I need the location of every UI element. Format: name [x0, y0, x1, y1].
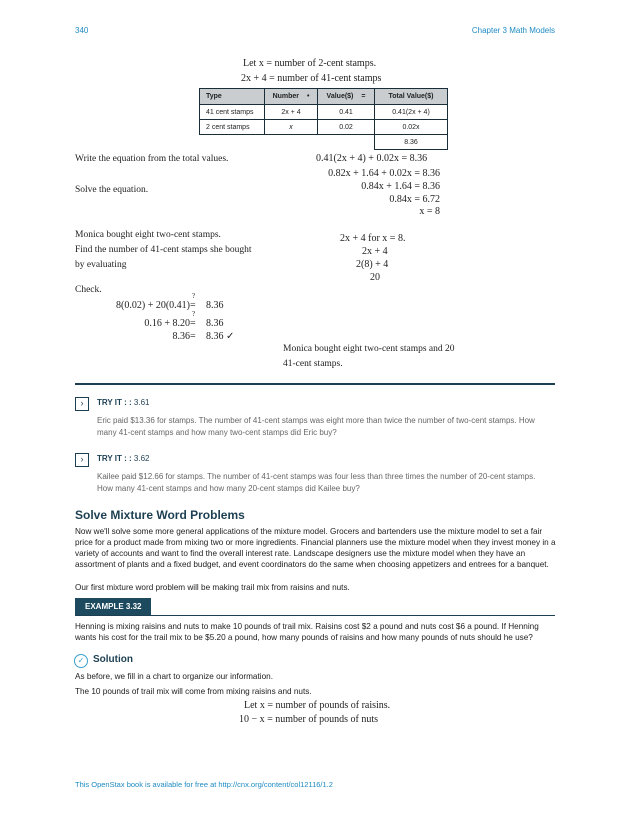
col-number-label: Number [272, 93, 300, 100]
check-2-right: 8.36 [206, 318, 224, 329]
answer-line-2: 41-cent stamps. [283, 359, 343, 369]
divider [75, 383, 555, 385]
solve-step-4: x = 8 [419, 206, 440, 217]
try-it-label: TRY IT : : [97, 454, 132, 463]
check-1-question: ? [192, 292, 196, 300]
table-header-row [200, 89, 448, 105]
check-2-equals: = [190, 318, 196, 329]
solution-title: Solution [93, 654, 133, 665]
example-label: EXAMPLE 3.32 [75, 598, 151, 615]
section-paragraph-2: Our first mixture word problem will be making trail mix from raisins and nuts. [75, 583, 350, 592]
evaluate-line-1: 2x + 4 for x = 8. [340, 233, 406, 244]
solve-step-1: 0.82x + 1.64 + 0.02x = 8.36 [328, 168, 440, 179]
write-equation-label: Write the equation from the total values. [75, 154, 229, 164]
page-number: 340 [75, 26, 89, 35]
chevron-right-icon[interactable]: › [75, 397, 89, 411]
cell: 0.02x [375, 120, 448, 135]
cell: 0.41 [318, 105, 375, 120]
monica-line-3: by evaluating [75, 260, 127, 270]
monica-line-2: Find the number of 41-cent stamps she bought [75, 245, 252, 255]
cell: 2 cent stamps [200, 120, 265, 135]
evaluate-line-3: 2(8) + 4 [356, 259, 389, 270]
solution-paragraph-1: As before, we fill in a chart to organize our information. [75, 672, 273, 681]
section-title: Solve Mixture Word Problems [75, 508, 245, 522]
col-equals: = [361, 93, 366, 100]
cell: x [265, 120, 318, 135]
col-value-label: Value($) [326, 93, 354, 100]
chevron-right-icon[interactable]: › [75, 453, 89, 467]
check-3-equals: = [190, 331, 196, 342]
evaluate-line-2: 2x + 4 [362, 246, 388, 257]
try-it-text: Kailee paid $12.66 for stamps. The number of 41-cent stamps was four less than three times the number of 20-cent stamps. How many 41-cent stamps and how many 20-cent stamps did Kailee buy? [97, 472, 536, 493]
cell: 0.41(2x + 4) [375, 105, 448, 120]
solution-let-1: Let x = number of pounds of raisins. [244, 700, 391, 711]
check-1-equals: = [190, 300, 196, 311]
example-text: Henning is mixing raisins and nuts to make 10 pounds of trail mix. Raisins cost $2 a pound and nuts cost $6 a pound. If Henning wants his cost for the trail mix to be $5.20 a pound, how many pounds of raisins and how many pounds of nuts should he use? [75, 622, 539, 642]
col-value [318, 89, 375, 105]
chapter-title: Chapter 3 Math Models [471, 26, 555, 35]
solution-paragraph-2: The 10 pounds of trail mix will come from mixing raisins and nuts. [75, 687, 312, 696]
col-total: Total Value($) [375, 89, 448, 105]
section-paragraph: Now we'll solve some more general applications of the mixture model. Grocers and bartenders use the mixture model to set a fair price for a product made from mixing two or more ingredients. Financial planners use the mixture model when they invest money in a variety of accounts and want to find the overall interest rate. Landscape designers use the mixture model when they have an assortment of plants and a fixed budget, and event coordinators do the same when choosing appetizers and entrees for a banquet. [75, 527, 556, 569]
monica-line-1: Monica bought eight two-cent stamps. [75, 230, 221, 240]
col-type: Type [200, 89, 265, 105]
solve-step-3: 0.84x = 6.72 [389, 194, 440, 205]
table-row [200, 105, 448, 120]
check-2-left: 0.16 + 8.20 [144, 318, 190, 329]
check-3-left: 8.36 [172, 331, 190, 342]
table-row [200, 120, 448, 135]
solve-label: Solve the equation. [75, 185, 149, 195]
try-it-heading [97, 398, 149, 407]
evaluate-line-4: 20 [370, 272, 380, 283]
solution-let-2: 10 − x = number of pounds of nuts [239, 714, 379, 725]
try-it-text: Eric paid $13.36 for stamps. The number of 41-cent stamps was eight more than twice the number of two-cent stamps. How many 41-cent stamps and how many two-cent stamps did Eric buy? [97, 416, 535, 437]
equation: 0.41(2x + 4) + 0.02x = 8.36 [316, 153, 428, 164]
col-number [265, 89, 318, 105]
try-it-number: 3.61 [133, 398, 150, 407]
footer-link[interactable]: This OpenStax book is available for free at http://cnx.org/content/col12116/1.2 [75, 780, 333, 789]
let-line-2: 2x + 4 = number of 41-cent stamps [241, 73, 382, 84]
col-dot: • [306, 93, 310, 100]
check-2-question: ? [192, 310, 196, 318]
stamp-table [199, 88, 448, 150]
check-1-right: 8.36 [206, 300, 224, 311]
cell: 41 cent stamps [200, 105, 265, 120]
let-line-1: Let x = number of 2-cent stamps. [243, 58, 377, 69]
try-it-number: 3.62 [133, 454, 150, 463]
check-1-left: 8(0.02) + 20(0.41) [116, 300, 190, 311]
cell: 0.02 [318, 120, 375, 135]
table-total-row [200, 135, 448, 150]
check-3-right: 8.36 ✓ [206, 331, 235, 342]
check-label: Check. [75, 285, 102, 295]
try-it-label: TRY IT : : [97, 398, 132, 407]
checkmark-icon: ✓ [74, 654, 88, 668]
try-it-heading [97, 454, 149, 463]
solve-step-2: 0.84x + 1.64 = 8.36 [361, 181, 440, 192]
total-value-cell: 8.36 [375, 135, 448, 150]
cell: 2x + 4 [265, 105, 318, 120]
answer-line-1: Monica bought eight two-cent stamps and 20 [283, 344, 455, 354]
